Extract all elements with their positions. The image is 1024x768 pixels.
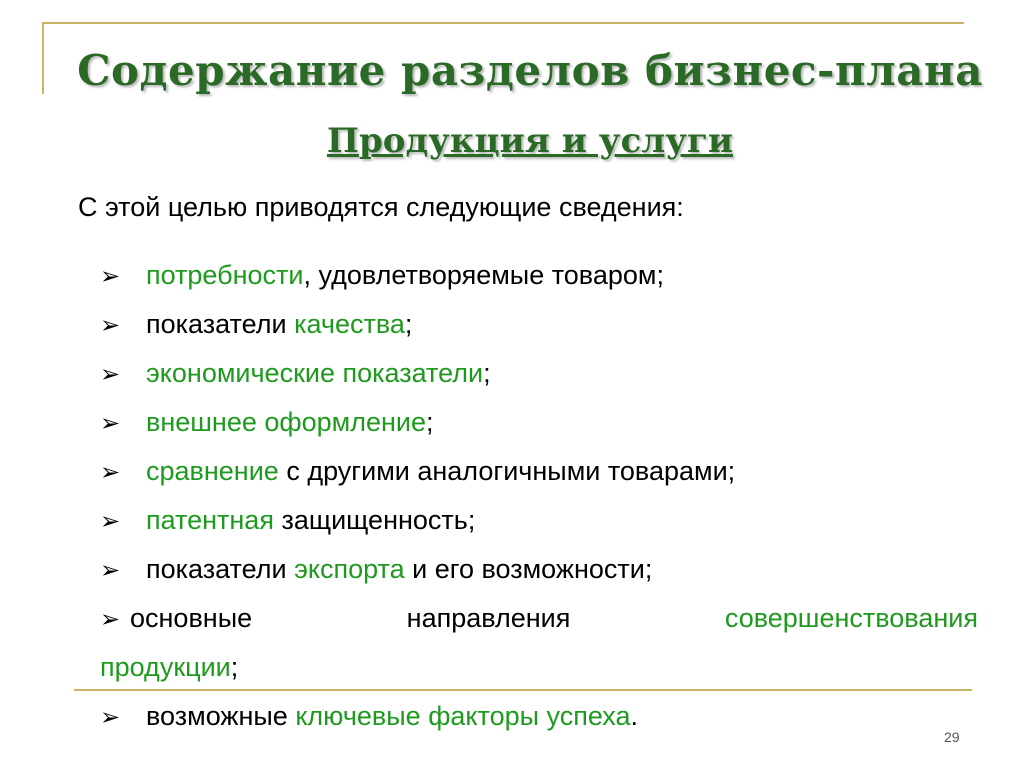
item-green-text: потребности <box>146 260 304 290</box>
list-item <box>100 601 978 637</box>
item-text: с другими аналогичными товарами; <box>278 456 736 486</box>
item-first-group <box>100 601 252 637</box>
item-text: ; <box>425 407 434 437</box>
list-item <box>100 258 664 294</box>
frame-top-line <box>42 22 964 24</box>
item-green-text: ключевые факторы успеха <box>295 701 631 731</box>
item-tail-text: ; <box>230 652 239 682</box>
arrow-bullet-icon: ➢ <box>100 606 121 633</box>
item-text: показатели <box>146 554 295 584</box>
slide-title: Содержание разделов бизнес-плана <box>77 46 983 95</box>
item-text: защищенность; <box>273 505 476 535</box>
arrow-bullet-icon: ➢ <box>100 263 121 290</box>
item-text: возможные <box>146 701 296 731</box>
item-tail-text: . <box>630 701 639 731</box>
arrow-bullet-icon: ➢ <box>100 361 121 388</box>
list-item <box>100 405 434 441</box>
page-number: 29 <box>944 729 960 745</box>
list-item <box>100 356 491 392</box>
item-green-text: качества <box>294 309 405 339</box>
intro-text: С этой целью приводятся следующие сведения: <box>78 192 684 222</box>
arrow-bullet-icon: ➢ <box>100 557 121 584</box>
item-green-text: внешнее оформление <box>146 407 426 437</box>
item-word: основные <box>130 603 253 633</box>
arrow-bullet-icon: ➢ <box>100 704 121 731</box>
arrow-bullet-icon: ➢ <box>100 410 121 437</box>
item-green-text: совершенствования <box>724 603 978 633</box>
list-item <box>100 699 638 735</box>
item-word: направления <box>406 603 571 633</box>
list-item-continuation <box>100 650 238 684</box>
item-text: ; <box>483 358 491 388</box>
list-item <box>100 503 475 539</box>
item-tail-text: ; <box>404 309 413 339</box>
arrow-bullet-icon: ➢ <box>100 459 121 486</box>
item-text: показатели <box>146 309 295 339</box>
item-green-text: продукции <box>100 652 231 682</box>
item-text: , удовлетворяемые товаром; <box>303 260 664 290</box>
slide-subtitle: Продукция и услуги <box>326 121 734 161</box>
item-green-text: экспорта <box>294 554 405 584</box>
item-green-text: патентная <box>146 505 274 535</box>
item-green-text: сравнение <box>146 456 279 486</box>
list-item <box>100 552 652 588</box>
arrow-bullet-icon: ➢ <box>100 312 121 339</box>
list-item <box>100 307 412 343</box>
item-green-text: экономические показатели <box>146 358 484 388</box>
list-item <box>100 454 735 490</box>
frame-bottom-line <box>74 689 972 691</box>
item-tail-text: и его возможности; <box>404 554 653 584</box>
arrow-bullet-icon: ➢ <box>100 508 121 535</box>
